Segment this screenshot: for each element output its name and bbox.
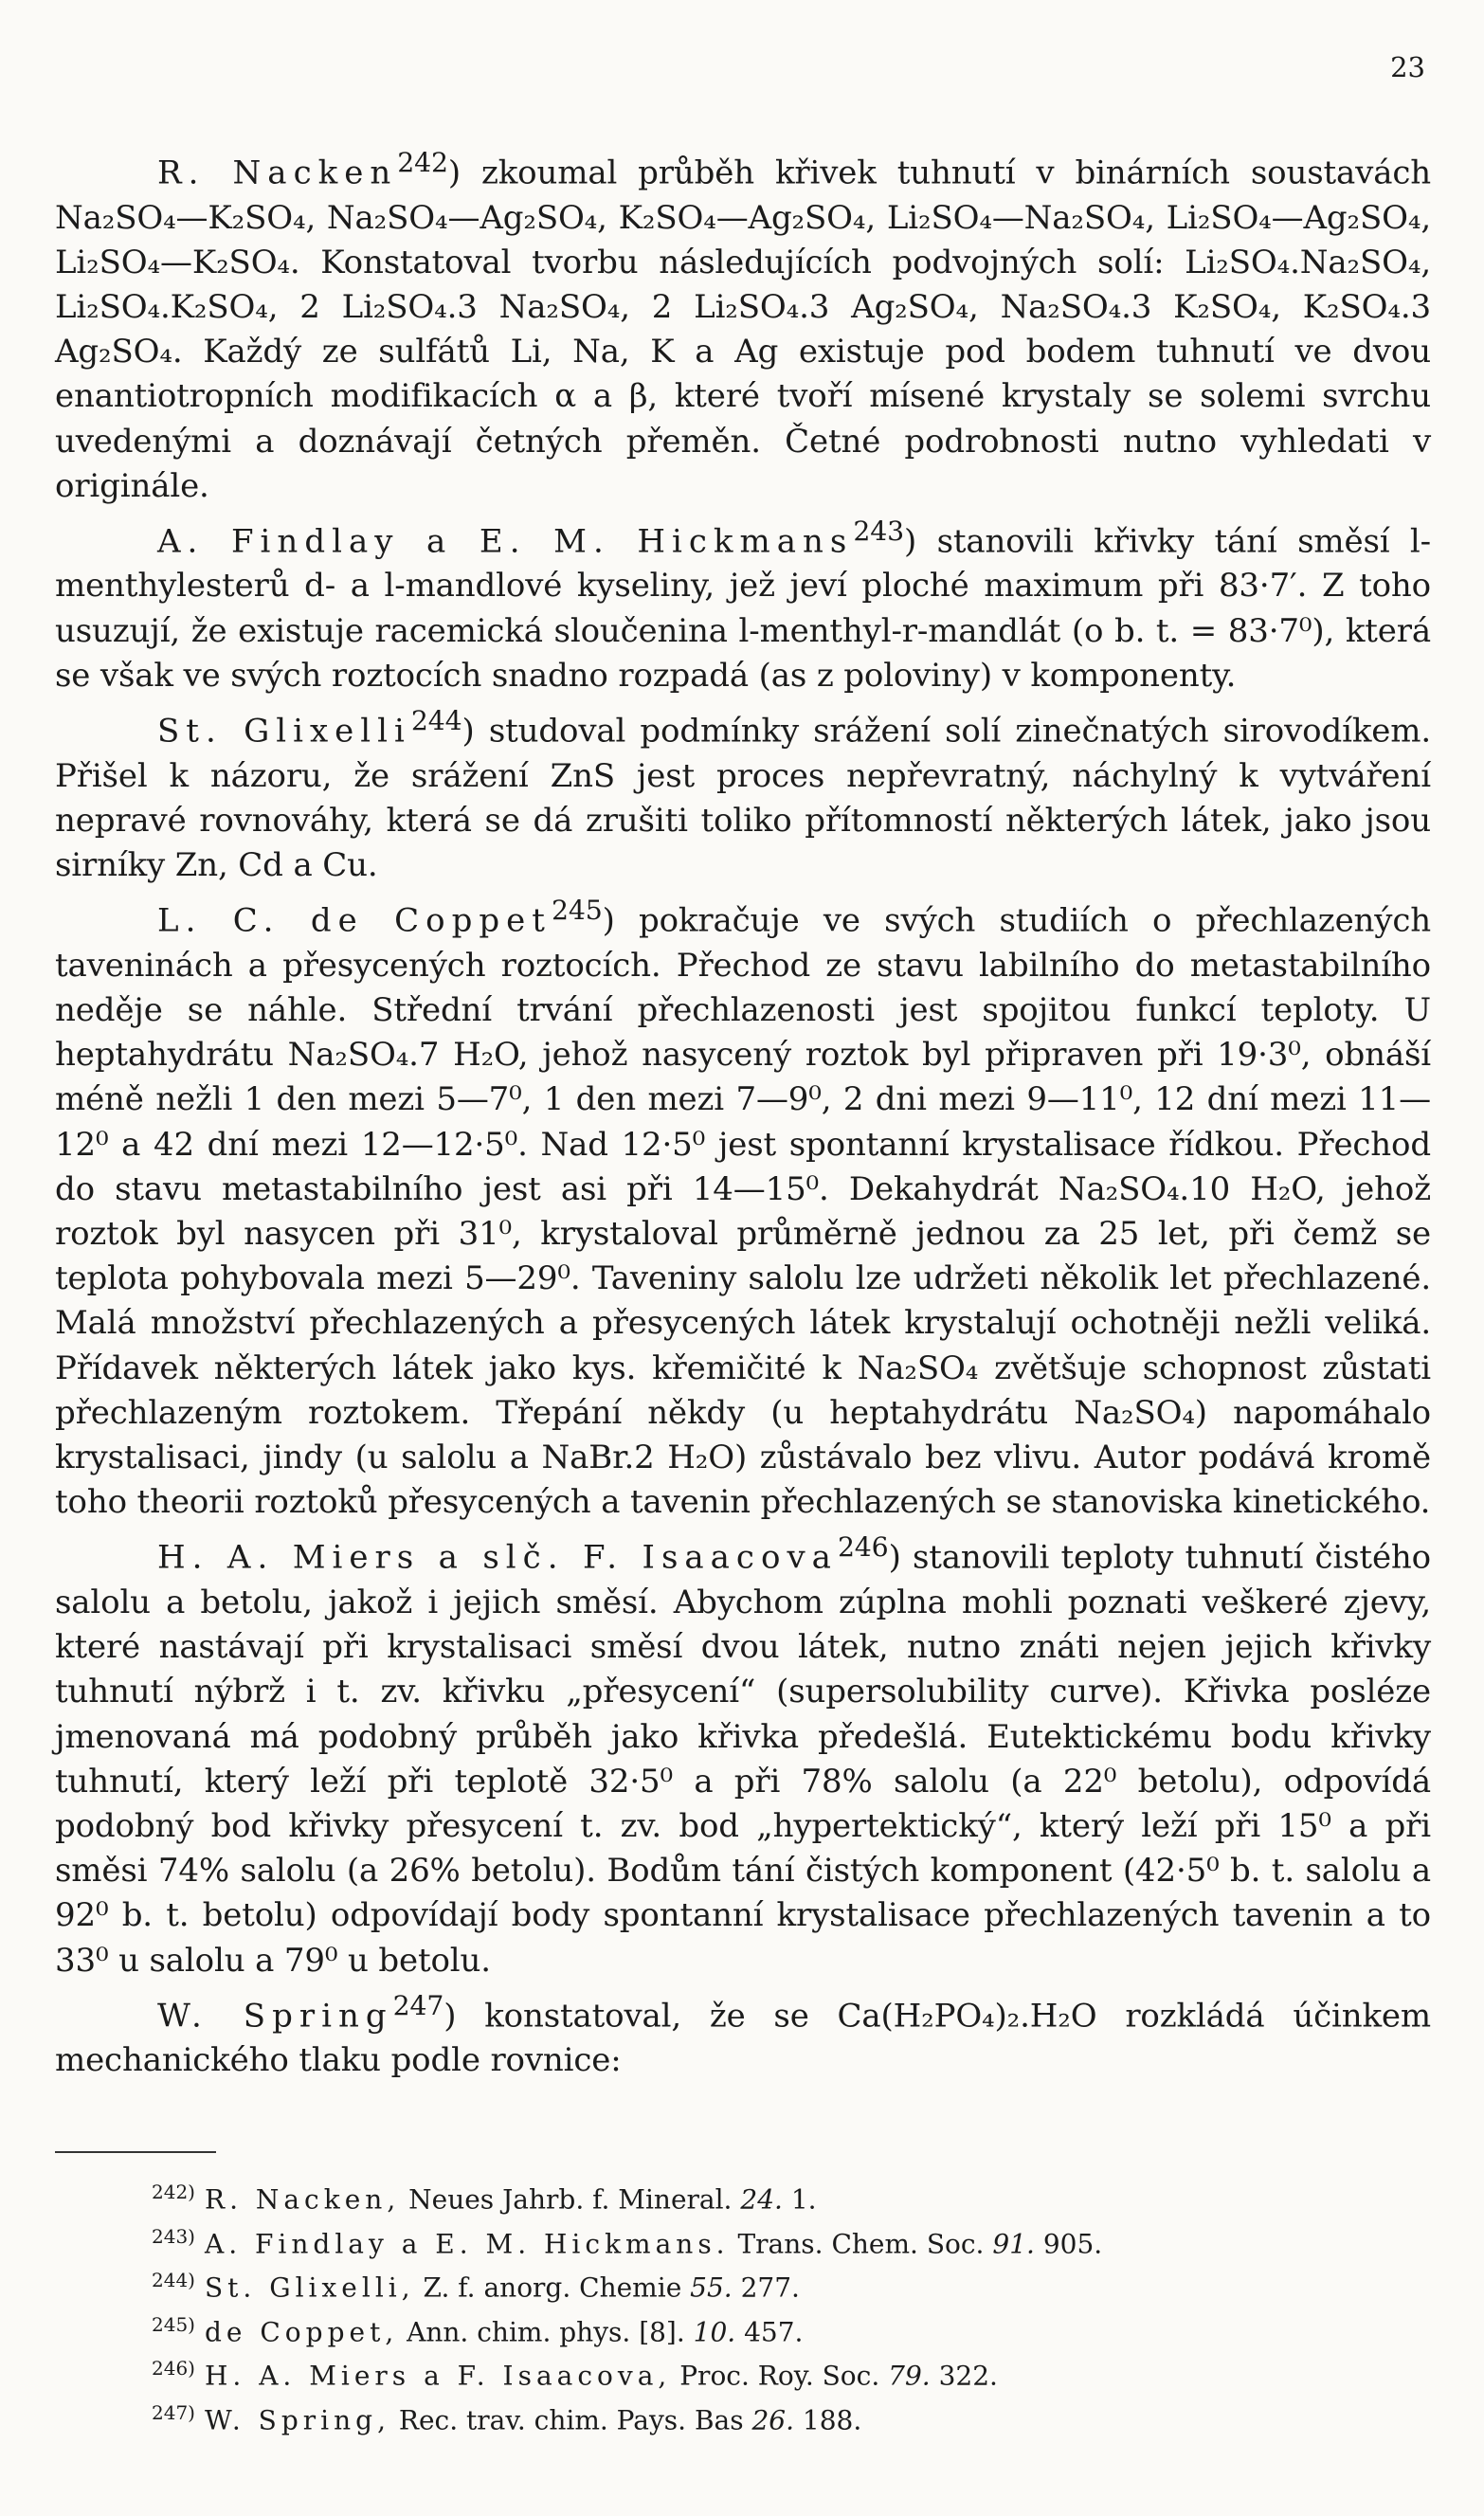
paragraph-spring — [55, 1983, 1431, 2084]
footnote-242 — [152, 2174, 1421, 2218]
footnote-source: Neues Jahrb. f. Mineral. — [408, 2183, 733, 2216]
footnote-source: Proc. Roy. Soc. — [679, 2360, 880, 2392]
footnote-ref: 247 — [392, 1989, 444, 2021]
footnote-243 — [152, 2218, 1421, 2263]
paragraph-nacken — [55, 140, 1431, 509]
paragraph-miers — [55, 1525, 1431, 1982]
paragraph-text: ) konstatoval, že se Ca(H₂PO₄)₂.H₂O rozkládá účinkem mechanického tlaku podle rovnice: — [55, 1997, 1431, 2080]
footnote-author: R. Nacken, — [204, 2183, 401, 2216]
footnote-volume: 55. — [690, 2272, 733, 2304]
footnote-volume: 91. — [992, 2227, 1035, 2259]
footnote-245 — [152, 2307, 1421, 2351]
footnote-page: 457. — [744, 2315, 804, 2347]
footnote-page: 1. — [790, 2183, 817, 2216]
footnote-volume: 10. — [693, 2315, 736, 2347]
footnote-source: Z. f. anorg. Chemie — [423, 2272, 682, 2304]
footnote-ref: 244 — [410, 705, 462, 737]
footnote-246 — [152, 2350, 1421, 2395]
author-lead: R. Nacken — [157, 154, 398, 192]
footnote-ref: 246 — [837, 1531, 889, 1564]
footnote-author: H. A. Miers a F. Isaacova, — [204, 2360, 672, 2392]
author-lead: St. Glixelli — [157, 712, 411, 751]
footnote-author: W. Spring, — [204, 2403, 390, 2435]
footnote-author: A. Findlay a E. M. Hickmans. — [204, 2227, 730, 2259]
footnote-number: 247) — [152, 2400, 195, 2424]
paragraph-text: ) zkoumal průběh křivek tuhnutí v binárních soustavách Na₂SO₄—K₂SO₄, Na₂SO₄—Ag₂SO₄, K₂SO₄—Ag₂SO₄, Li₂SO₄—Na₂SO₄, Li₂SO₄—Ag₂SO₄, Li₂SO₄—K₂SO₄. Konstatoval tvorbu následujících podvojných solí: Li₂SO₄.Na₂SO₄, Li₂SO₄.K₂SO₄, 2 Li₂SO₄.3 Na₂SO₄, 2 Li₂SO₄.3 Ag₂SO₄, Na₂SO₄.3 K₂SO₄, K₂SO₄.3 Ag₂SO₄. Každý ze sulfátů Li, Na, K a Ag existuje pod bodem tuhnutí ve dvou enantiotropních modifikacích α a β, které tvoří mísené krystaly se solemi svrchu uvedenými a doznávají četných přeměn. Četné podrobnosti nutno vyhledati v originále. — [55, 154, 1431, 505]
footnote-number: 242) — [152, 2181, 195, 2203]
paragraph-text: ) studoval podmínky srážení solí zinečnatých sirovodíkem. Přišel k názoru, že srážení ZnS jest proces nepřevratný, náchylný k vytváření nepravé rovnováhy, která se dá zrušiti toliko přítomností některých látek, jako jsou sirníky Zn, Cd a Cu. — [55, 712, 1431, 885]
footnote-volume: 24. — [740, 2183, 783, 2216]
footnote-source: Rec. trav. chim. Pays. Bas — [398, 2403, 744, 2435]
footnote-volume: 26. — [751, 2403, 795, 2435]
footnote-author: St. Glixelli, — [204, 2272, 415, 2304]
paragraph-text: ) stanovili křivky tání směsí l-menthylesterů d- a l-mandlové kyseliny, jež jeví ploché maximum při 83·7′. Z toho usuzují, že existuje racemická sloučenina l-menthyl-r-mandlát (o b. t. = 83·7⁰), která se však ve svých roztocích snadno rozpadá (as z poloviny) v komponenty. — [55, 522, 1431, 695]
footnote-divider — [55, 2151, 216, 2153]
footnote-247 — [152, 2395, 1421, 2439]
footnote-number: 245) — [152, 2312, 195, 2336]
author-lead: L. C. de Coppet — [157, 901, 552, 940]
paragraph-text: ) stanovili teploty tuhnutí čistého salolu a betolu, jakož i jejich směsí. Abychom zúplna mohli poznati veškeré zjevy, které nastávají při krystalisaci směsí dvou látek, nutno znáti nejen jejich křivky tuhnutí nýbrž i t. zv. křivku „přesycení“ (supersolubility curve). Křivka posléze jmenovaná má podobný průběh jako křivka předešlá. Eutektickému bodu křivky tuhnutí, který leží při teplotě 32·5⁰ a při 78% salolu (a 22⁰ betolu), odpovídá podobný bod křivky přesycení t. zv. bod „hypertektický“, který leží při 15⁰ a při směsi 74% salolu (a 26% betolu). Bodům tání čistých komponent (42·5⁰ b. t. salolu a 92⁰ b. t. betolu) odpovídají body spontanní krystalisace přechlazených tavenin a to 33⁰ u salolu a 79⁰ u betolu. — [55, 1538, 1431, 1980]
paragraph-findlay — [55, 509, 1431, 698]
footnote-number: 246) — [152, 2357, 195, 2380]
footnote-source: Trans. Chem. Soc. — [737, 2227, 985, 2259]
body-text — [55, 140, 1431, 2084]
footnote-page: 277. — [740, 2272, 800, 2304]
author-lead: A. Findlay a E. M. Hickmans — [157, 522, 854, 561]
paragraph-text: ) pokračuje ve svých studiích o přechlazených taveninách a přesycených roztocích. Přechod ze stavu labilního do metastabilního neděje se náhle. Střední trvání přechlazenosti jest spojitou funkcí teploty. U heptahydrátu Na₂SO₄.7 H₂O, jehož nasycený roztok byl připraven při 19·3⁰, obnáší méně nežli 1 den mezi 5—7⁰, 1 den mezi 7—9⁰, 2 dni mezi 9—11⁰, 12 dní mezi 11—12⁰ a 42 dní mezi 12—12·5⁰. Nad 12·5⁰ jest spontanní krystalisace řídkou. Přechod do stavu metastabilního jest asi při 14—15⁰. Dekahydrát Na₂SO₄.10 H₂O, jehož roztok byl nasycen při 31⁰, krystaloval průměrně jednou za 25 let, při čemž se teplota pohybovala mezi 5—29⁰. Taveniny salolu lze udržeti několik let přechlazené. Malá množství přechlazených a přesycených látek krystalují ochotněji nežli veliká. Přídavek některých látek jako kys. křemičité k Na₂SO₄ zvětšuje schopnost zůstati přechlazeným roztokem. Třepání někdy (u heptahydrátu Na₂SO₄) napomáhalo krystalisaci, jindy (u salolu a NaBr.2 H₂O) zůstávalo bez vlivu. Autor podává kromě toho theorii roztoků přesycených a tavenin přechlazených se stanoviska kinetického. — [55, 901, 1431, 1522]
paragraph-coppet — [55, 888, 1431, 1525]
page-number: 23 — [1390, 51, 1425, 83]
footnote-244 — [152, 2262, 1421, 2307]
footnote-source: Ann. chim. phys. [8]. — [407, 2315, 685, 2347]
footnotes — [152, 2174, 1421, 2438]
footnote-number: 243) — [152, 2224, 195, 2248]
footnote-volume: 79. — [888, 2360, 931, 2392]
footnote-page: 905. — [1042, 2227, 1103, 2259]
author-lead: H. A. Miers a slč. F. Isaacova — [157, 1538, 838, 1577]
footnote-page: 322. — [938, 2360, 998, 2392]
footnote-ref: 245 — [551, 895, 603, 927]
footnote-author: de Coppet, — [204, 2315, 399, 2347]
footnote-number: 244) — [152, 2269, 195, 2292]
paragraph-glixelli — [55, 698, 1431, 888]
footnote-ref: 242 — [397, 147, 448, 178]
author-lead: W. Spring — [157, 1997, 393, 2036]
footnote-ref: 243 — [853, 515, 905, 547]
footnote-page: 188. — [802, 2403, 862, 2435]
